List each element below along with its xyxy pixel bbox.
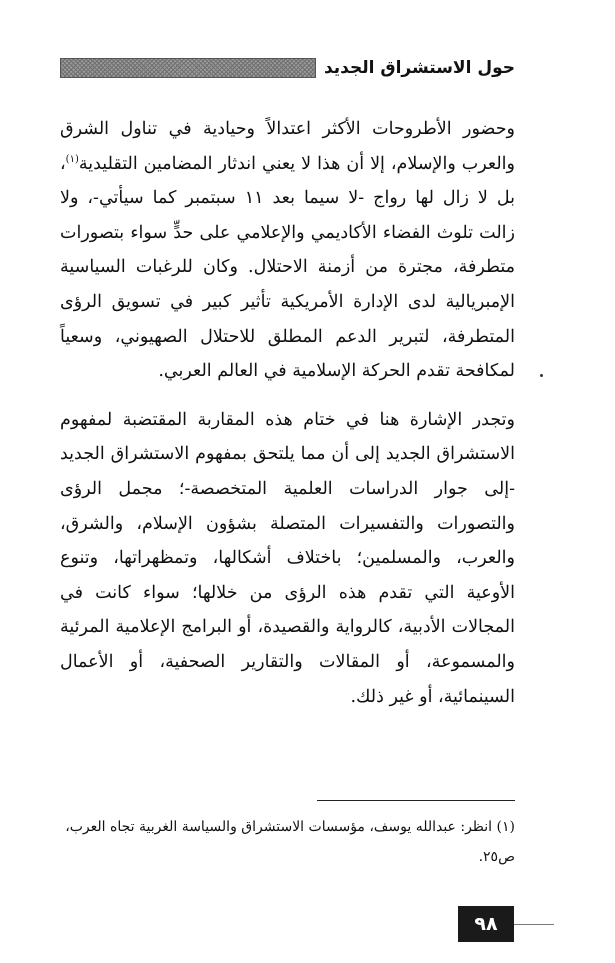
footnote-separator <box>317 800 515 801</box>
margin-mark <box>540 374 543 377</box>
footnote: (١) انظر: عبدالله يوسف، مؤسسات الاستشراق والسياسة الغربية تجاه العرب، ص٢٥. <box>65 819 515 865</box>
running-header <box>60 56 515 80</box>
paragraph-1 <box>60 112 515 389</box>
page-number-rule <box>514 924 554 925</box>
page-number-badge <box>458 906 514 942</box>
body-text <box>60 112 515 714</box>
footnote-reference-marker: (١) <box>65 153 79 165</box>
paragraph-2: وتجدر الإشارة هنا في ختام هذه المقاربة المقتضبة لمفهوم الاستشراق الجديد إلى أن مما يلتحق بمفهوم الاستشراق الجديد -إلى جوار الدراسات العلمية المتخصصة-؛ مجمل الرؤى والتصورات والتفسيرات المتصلة بشؤون الإسلام، والشرق، والعرب، والمسلمين؛ باختلاف أشكالها، وتمظهراتها، وتنوع الأوعية التي تقدم هذه الرؤى من خلالها؛ سواء كانت في المجالات الأدبية، كالرواية والقصيدة، أو البرامج الإعلامية المرئية والمسموعة، أو المقالات والتقارير الصحفية، أو الأعمال السينمائية، أو غير ذلك. <box>60 409 515 707</box>
running-header-title: حول الاستشراق الجديد <box>323 58 515 78</box>
paragraph-1-text-start: وحضور الأطروحات الأكثر اعتدالاً وحيادية في تناول الشرق والعرب والإسلام، إلا أن هذا لا يعني اندثار المضامين التقليدية <box>60 119 515 174</box>
header-decorative-bar <box>60 58 316 78</box>
page-number: ٩٨ <box>474 913 498 935</box>
paragraph-1-text-end: ، بل لا زال لها رواج -لا سيما بعد ١١ سبتمبر كما سيأتي-، ولا زالت تلوث الفضاء الأكاديمي والإعلامي على حدٍّ سواء بتصورات متطرفة، مجترة من أزمنة الاحتلال. وكان للرغبات السياسية الإمبريالية لدى الإدارة الأمريكية تأثير كبير في تسويق الرؤى المتطرفة، لتبرير الدعم المطلق للاحتلال الصهيوني، وسعياً لمكافحة تقدم الحركة الإسلامية في العالم العربي. <box>60 153 515 382</box>
